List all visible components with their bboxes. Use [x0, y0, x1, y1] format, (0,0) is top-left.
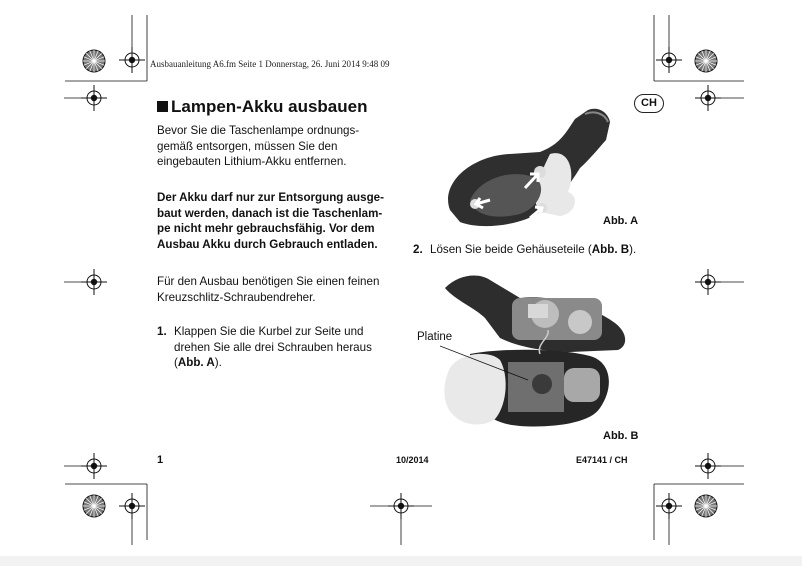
warning-line: baut werden, danach ist die Taschenlam- [157, 206, 383, 220]
section-title [157, 97, 368, 117]
step-number: 1. [157, 325, 167, 338]
step-number: 2. [413, 243, 423, 256]
platine-label: Platine [417, 331, 453, 343]
warning-line: Der Akku darf nur zur Entsorgung ausge- [157, 191, 384, 204]
figure-reference: Abb. A [177, 356, 215, 369]
warning-line: Ausbau Akku durch Gebrauch entladen. [157, 237, 378, 251]
page-number: 1 [157, 454, 164, 466]
intro-line: Bevor Sie die Taschenlampe ordnungs- [157, 124, 360, 137]
warning-line: pe nicht mehr gebrauchsfähig. Vor dem [157, 222, 375, 235]
intro-line: gemäß entsorgen, müssen Sie den [157, 139, 338, 153]
square-bullet-icon [157, 101, 168, 112]
figure-b-image [440, 268, 640, 434]
figure-a-image [430, 104, 620, 236]
warning-paragraph [157, 190, 392, 252]
step-text [174, 324, 394, 371]
figure-a-caption: Abb. A [603, 215, 639, 227]
tool-note-paragraph [157, 274, 392, 305]
step-line: Klappen Sie die Kurbel zur Seite und [174, 325, 364, 338]
section-title-text: Lampen-Akku ausbauen [171, 97, 368, 116]
figure-reference: Abb. B [591, 243, 630, 256]
bottom-band [0, 556, 802, 566]
step-text: Lösen Sie beide Gehäuseteile (Abb. B). [430, 243, 637, 256]
intro-line: eingebauten Lithium-Akku entfernen. [157, 155, 347, 168]
figure-b-caption: Abb. B [603, 430, 639, 442]
step-line: drehen Sie alle drei Schrauben heraus [174, 340, 372, 354]
step-line: (Abb. A). [174, 356, 222, 369]
footer-code: E47141 / CH [576, 455, 628, 465]
tool-note-line: Kreuzschlitz-Schraubendreher. [157, 290, 316, 304]
footer-date: 10/2014 [396, 455, 429, 465]
country-badge: CH [634, 94, 664, 113]
file-header: Ausbauanleitung A6.fm Seite 1 Donnerstag, 26. Juni 2014 9:48 09 [150, 59, 390, 69]
intro-paragraph [157, 123, 392, 170]
tool-note-line: Für den Ausbau benötigen Sie einen feinen [157, 275, 380, 288]
